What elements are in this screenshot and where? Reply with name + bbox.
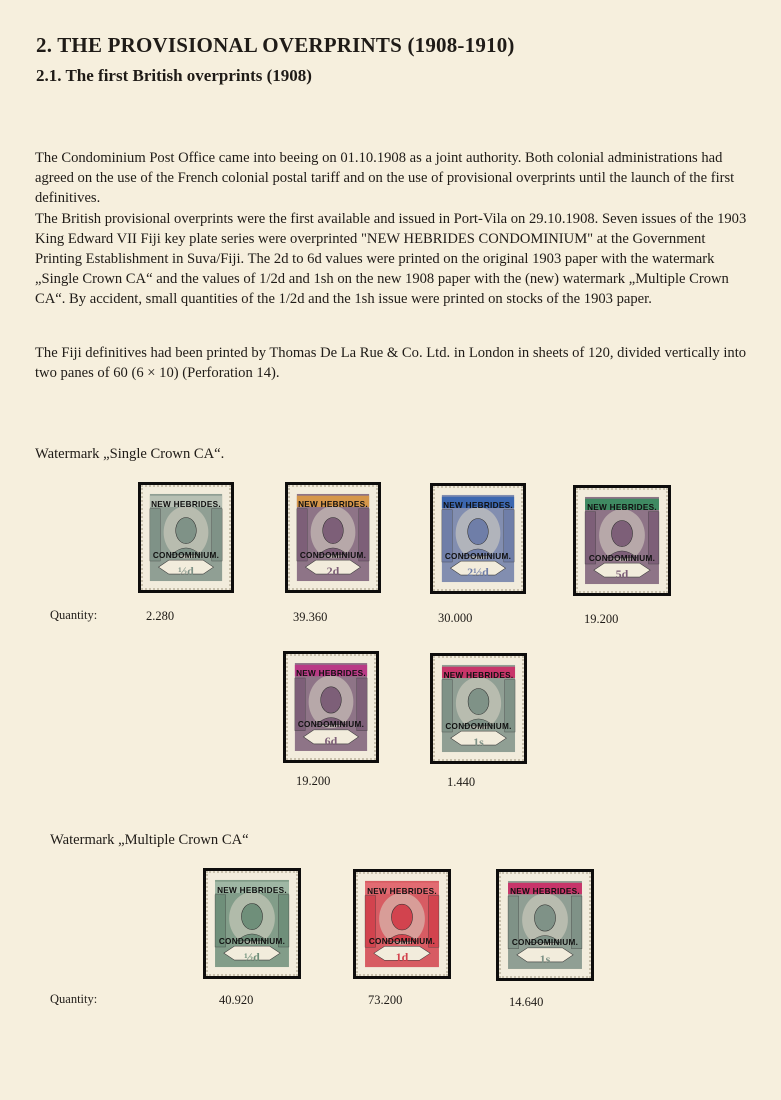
page-title: 2. THE PROVISIONAL OVERPRINTS (1908-1910)	[36, 33, 515, 57]
stamp-denomination: ½d	[178, 563, 194, 578]
stamp-image	[356, 872, 448, 976]
stamp-image	[433, 486, 523, 591]
stamp-denomination: 6d	[324, 733, 338, 748]
overprint-condominium: CONDOMINIUM.	[299, 550, 367, 560]
quantity-value: 14.640	[509, 995, 544, 1009]
overprint-new-hebrides: NEW HEBRIDES.	[367, 887, 437, 896]
overprint-condominium: CONDOMINIUM.	[368, 937, 436, 946]
stamp-denomination: ½d	[244, 949, 260, 964]
overprint-new-hebrides: NEW HEBRIDES.	[510, 887, 580, 897]
quantity-label: Quantity:	[50, 992, 98, 1006]
stamp-mount	[573, 485, 671, 596]
stamp-mount	[430, 483, 526, 594]
stamp-denomination: 1d	[395, 950, 409, 964]
overprint-condominium: CONDOMINIUM.	[511, 938, 579, 948]
watermark-multiple-crown-title: Watermark „Multiple Crown CA“	[50, 832, 249, 848]
intro-paragraph: The Condominium Post Office came into beeing on 01.10.1908 as a joint authority. Both colonial administrations had agreed on the use of the French colonial postal tariff and on the use of provisional overprints until the launch of the first definitives.	[35, 150, 735, 206]
overprint-new-hebrides: NEW HEBRIDES.	[443, 671, 514, 681]
overprint-condominium: CONDOMINIUM.	[297, 720, 365, 730]
stamp-denomination: 1s	[473, 734, 484, 749]
stamp-denomination: 5d	[615, 566, 629, 581]
overprint-condominium: CONDOMINIUM.	[445, 721, 512, 731]
watermark-single-crown-title: Watermark „Single Crown CA“.	[35, 446, 225, 462]
overprint-condominium: CONDOMINIUM.	[152, 550, 220, 560]
stamp-image	[576, 488, 668, 593]
quantity-value: 73.200	[368, 993, 403, 1007]
overprint-new-hebrides: NEW HEBRIDES.	[298, 500, 368, 510]
overprint-new-hebrides: NEW HEBRIDES.	[217, 886, 287, 896]
overprint-new-hebrides: NEW HEBRIDES.	[151, 500, 221, 510]
quantity-label: Quantity:	[50, 608, 98, 622]
stamp-denomination: 2d	[326, 563, 340, 578]
stamp-mount	[203, 868, 301, 979]
overprint-new-hebrides: NEW HEBRIDES.	[587, 503, 657, 513]
stamp-image	[206, 871, 298, 976]
stamp-mount	[496, 869, 594, 981]
quantity-value: 19.200	[296, 774, 331, 788]
stamp-mount	[430, 653, 527, 764]
stamp-mount	[138, 482, 234, 593]
overprint-condominium: CONDOMINIUM.	[218, 936, 286, 946]
stamp-image	[433, 656, 524, 761]
overprint-condominium: CONDOMINIUM.	[444, 551, 512, 561]
quantity-value: 40.920	[219, 993, 254, 1007]
stamp-image	[286, 654, 376, 760]
overprint-paragraph: The British provisional overprints were the first available and issued in Port-Vila on 29.10.1908. Seven issues of the 1903 King Edward VII Fiji key plate series were overprinted "NEW HEBRIDES CONDOMINIUM" at the Government Printing Establishment in Suva/Fiji. The 2d to 6d values were printed on the original 1903 paper with the watermark „Single Crown CA“ and the values of 1/2d and 1sh on the new 1908 paper with the (new) watermark „Multiple Crown CA“. By accident, small quantities of the 1/2d and the 1sh issue were printed on stocks of the 1903 paper.	[35, 211, 747, 307]
stamp-denomination: 2½d	[467, 564, 489, 579]
overprint-new-hebrides: NEW HEBRIDES.	[443, 501, 513, 511]
overprint-new-hebrides: NEW HEBRIDES.	[296, 669, 366, 679]
quantity-value: 30.000	[438, 611, 473, 625]
stamp-denomination: 1s	[539, 951, 551, 966]
section-subtitle: 2.1. The first British overprints (1908)	[36, 66, 312, 85]
quantity-value: 19.200	[584, 612, 619, 626]
quantity-value: 2.280	[146, 609, 175, 623]
quantity-value: 1.440	[447, 775, 476, 789]
stamp-image	[499, 872, 591, 978]
printing-paragraph: The Fiji definitives had been printed by Thomas De La Rue & Co. Ltd. in London in sheets of 120, divided vertically into two panes of 60 (6 × 10) (Perforation 14).	[35, 345, 747, 381]
stamp-image	[141, 485, 231, 590]
stamp-mount	[283, 651, 379, 763]
quantity-value: 39.360	[293, 610, 328, 624]
overprint-condominium: CONDOMINIUM.	[588, 553, 656, 563]
stamp-mount	[353, 869, 451, 979]
stamp-mount	[285, 482, 381, 593]
stamp-image	[288, 485, 378, 590]
